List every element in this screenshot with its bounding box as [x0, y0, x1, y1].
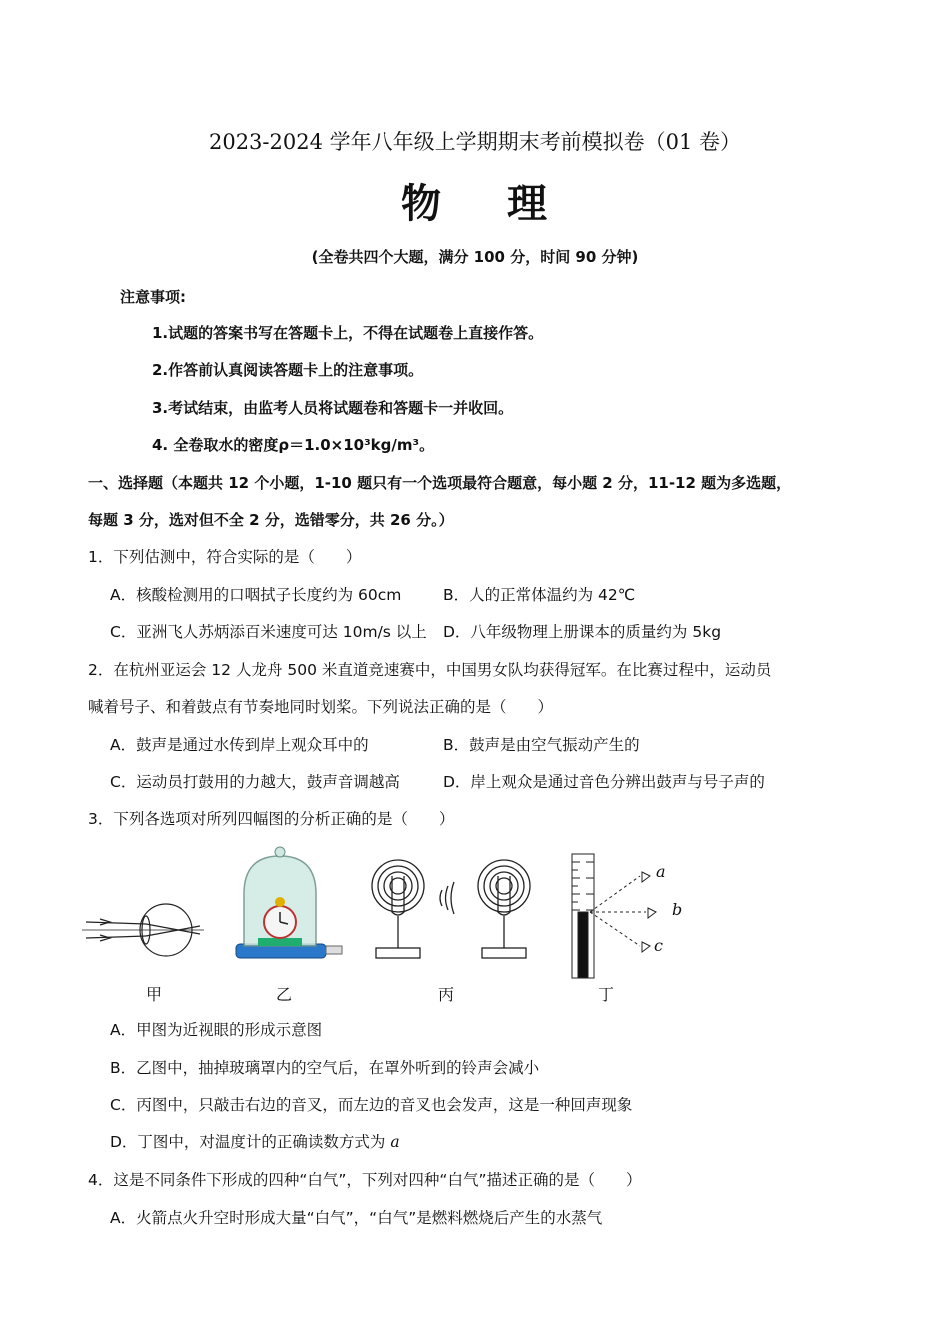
light-ray-upper — [86, 922, 146, 924]
eye-a-icon — [642, 872, 650, 882]
figure-label-ding: 丁 — [598, 985, 615, 1004]
eye-b-icon — [648, 908, 656, 918]
clock-bell-shape — [275, 897, 285, 907]
section-heading-line1: 一、选择题（本题共 12 个小题，1-10 题只有一个选项最符合题意，每小题 2 分，11-12 题为多选题， — [88, 474, 792, 492]
q3-figure — [80, 842, 720, 1012]
right-sound-ring-4 — [478, 860, 530, 912]
q2-stem-line1: 2．在杭州亚运会 12 人龙舟 500 米直道竞速赛中，中国男女队均获得冠军。在比赛过程中，运动员 — [88, 661, 772, 679]
right-fork-shape — [498, 876, 510, 915]
q1-option-c: C．亚洲飞人苏炳添百米速度可达 10m/s 以上 — [110, 623, 427, 641]
section-heading-line2: 每题 3 分，选对但不全 2 分，选错零分，共 26 分。） — [88, 511, 454, 529]
left-sound-ring-4 — [372, 860, 424, 912]
q3-stem: 3．下列各选项对所列四幅图的分析正确的是（ ） — [88, 810, 455, 828]
subject-char-2: 理 — [507, 181, 549, 227]
figure-label-bing: 丙 — [438, 985, 455, 1004]
figure-label-yi: 乙 — [276, 985, 293, 1004]
q1-option-d: D．八年级物理上册课本的质量约为 5kg — [443, 623, 722, 641]
note-item-2: 2.作答前认真阅读答题卡上的注意事项。 — [152, 361, 424, 379]
q4-option-a: A．火箭点火升空时形成大量“白气”，“白气”是燃料燃烧后产生的水蒸气 — [110, 1209, 603, 1227]
q1-option-b: B．人的正常体温约为 42℃ — [443, 586, 636, 604]
tuning-forks-diagram — [368, 856, 538, 966]
eye-label-c: c — [654, 936, 663, 955]
left-fork-shape — [392, 876, 404, 915]
sight-line-c — [590, 912, 640, 946]
sound-wave-3 — [451, 882, 454, 914]
note-item-3: 3.考试结束，由监考人员将试题卷和答题卡一并收回。 — [152, 399, 514, 417]
sound-wave-2 — [446, 886, 449, 910]
eye-label-a: a — [656, 862, 666, 881]
subject-title — [0, 172, 950, 229]
q3-option-d-text: D．丁图中，对温度计的正确读数方式为 — [110, 1133, 391, 1151]
clock-stand-shape — [258, 938, 302, 946]
figure-label-jia: 甲 — [146, 985, 163, 1004]
eye-label-b: b — [672, 900, 683, 919]
bell-jar-diagram — [230, 844, 360, 974]
q1-stem: 1．下列估测中，符合实际的是（ ） — [88, 548, 362, 566]
q1-option-a: A．核酸检测用的口咽拭子长度约为 60cm — [110, 586, 402, 604]
notes-heading: 注意事项: — [120, 288, 186, 306]
note-item-4: 4. 全卷取水的密度ρ＝1.0×10³kg/m³。 — [152, 436, 435, 454]
q2-stem-line2: 喊着号子、和着鼓点有节奏地同时划桨。下列说法正确的是（ ） — [88, 698, 554, 716]
q3-option-c: C．丙图中，只敲击右边的音叉，而左边的音叉也会发声，这是一种回声现象 — [110, 1096, 633, 1114]
subject-char-1: 物 — [401, 181, 443, 227]
sound-wave-1 — [440, 890, 442, 906]
exam-scope: (全卷共四个大题，满分 100 分，时间 90 分钟) — [311, 248, 639, 266]
q2-option-b: B．鼓声是由空气振动产生的 — [443, 736, 640, 754]
sight-line-a — [590, 876, 640, 912]
pump-valve-shape — [326, 946, 342, 954]
q3-option-a: A．甲图为近视眼的形成示意图 — [110, 1021, 323, 1039]
note-item-1: 1.试题的答案书写在答题卡上，不得在试题卷上直接作答。 — [152, 324, 544, 342]
q3-option-d-var: a — [390, 1133, 400, 1151]
q2-option-d: D．岸上观众是通过音色分辨出鼓声与号子声的 — [443, 773, 765, 791]
q3-option-d — [110, 1130, 400, 1152]
left-fork-base — [376, 948, 420, 958]
eye-c-icon — [642, 942, 650, 952]
q4-stem: 4．这是不同条件下形成的四种“白气”，下列对四种“白气”描述正确的是（ ） — [88, 1171, 642, 1189]
q2-option-a: A．鼓声是通过水传到岸上观众耳中的 — [110, 736, 369, 754]
eye-diagram — [80, 892, 210, 972]
jar-knob-shape — [275, 847, 285, 857]
q2-option-c: C．运动员打鼓用的力越大，鼓声音调越高 — [110, 773, 400, 791]
right-sound-ring-2 — [490, 872, 518, 900]
light-ray-lower — [86, 936, 146, 938]
q3-option-b: B．乙图中，抽掉玻璃罩内的空气后，在罩外听到的铃声会减小 — [110, 1059, 540, 1077]
left-sound-ring-2 — [384, 872, 412, 900]
right-fork-base — [482, 948, 526, 958]
liquid-column — [578, 912, 588, 978]
exam-title: 2023-2024 学年八年级上学期期末考前模拟卷（01 卷） — [208, 130, 742, 154]
